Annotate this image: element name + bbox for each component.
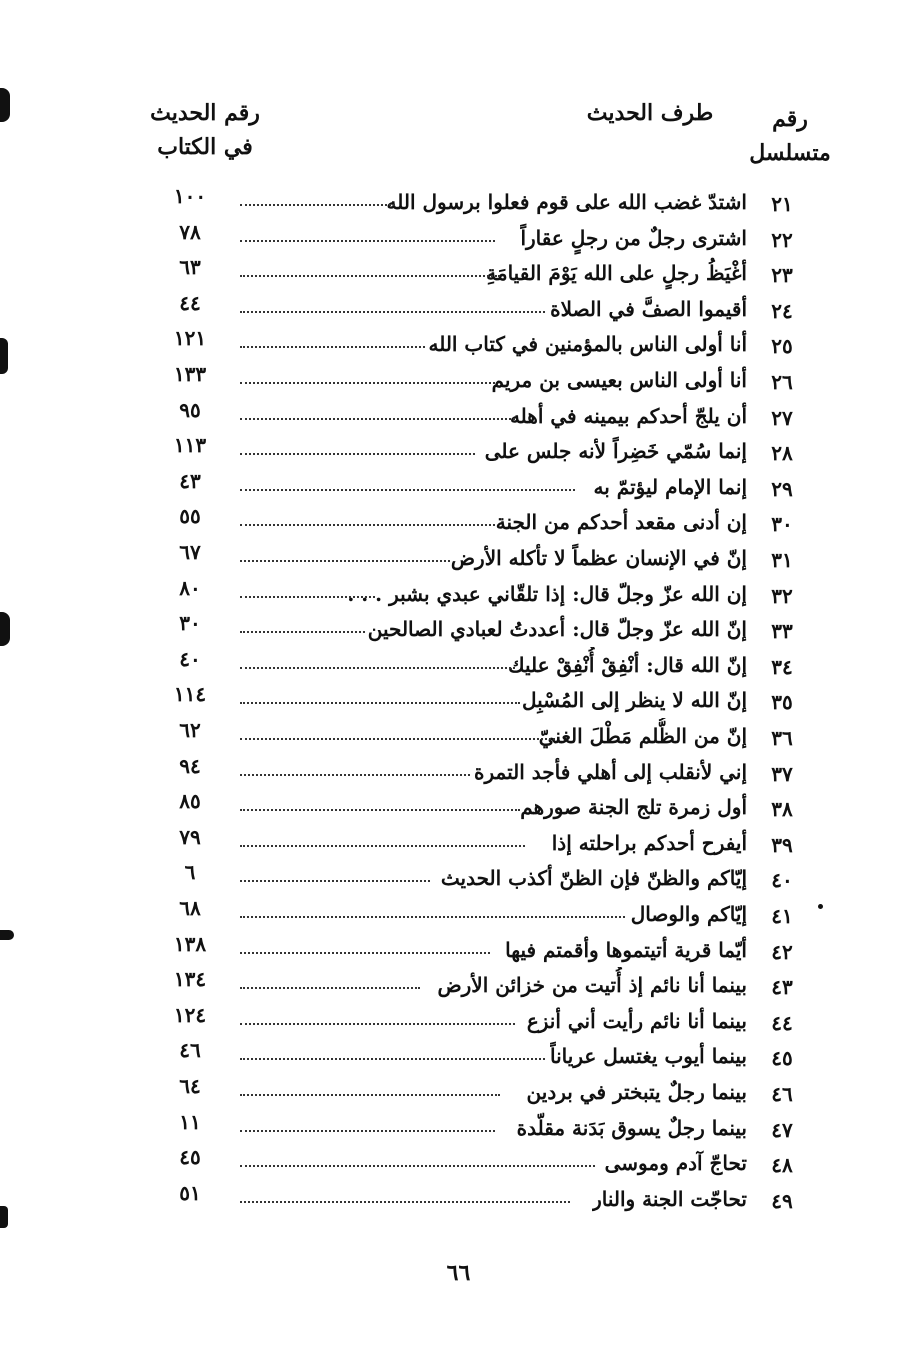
book-hadith-number: ١١٣ [173, 433, 207, 458]
dot-leader [240, 453, 475, 455]
index-row [0, 896, 917, 932]
serial-number: ٢٧ [771, 405, 793, 430]
hadith-start-text: إن الله عزّ وجلّ قال: إذا تلقّاني عبدي بشبر . . . [347, 581, 747, 606]
book-hadith-number: ٨٥ [179, 789, 201, 814]
hadith-start-text: بينما رجلٌ يسوق بَدَنة مقلّدة [516, 1115, 747, 1140]
book-hadith-number: ١٢٤ [173, 1002, 207, 1027]
book-hadith-number: ١٣٤ [173, 967, 207, 992]
dot-leader [240, 560, 450, 562]
serial-number: ٢٥ [771, 334, 793, 359]
hadith-start-text: أول زمرة تلج الجنة صورهم [520, 795, 747, 820]
index-row [0, 860, 917, 896]
book-hadith-number: ٧٨ [179, 219, 201, 244]
book-hadith-number: ١٣٣ [173, 362, 207, 386]
dot-leader [240, 916, 625, 918]
serial-number: ٢٢ [771, 227, 793, 252]
dot-leader [240, 524, 495, 526]
serial-number: ٣٧ [771, 761, 793, 786]
dot-leader [240, 596, 375, 598]
index-row [0, 362, 917, 398]
serial-number: ٣٢ [771, 583, 793, 608]
book-hadith-number: ٦٣ [179, 255, 201, 280]
book-hadith-number: ٦ [184, 860, 196, 885]
hadith-start-text: إنّ الله لا ينظر إلى المُسْبِل [521, 688, 747, 713]
dot-leader [240, 738, 555, 740]
scan-mark [0, 338, 8, 374]
book-hadith-number: ٦٢ [179, 718, 201, 742]
hadith-start-text: إنما الإمام ليؤتمّ به [593, 474, 747, 499]
page-number: ٦٦ [446, 1260, 471, 1286]
serial-number: ٣٤ [771, 654, 793, 679]
hadith-start-text: اشتدّ غضب الله على قوم فعلوا برسول الله [386, 190, 747, 214]
hadith-start-text: تحاجّت الجنة والنار [592, 1186, 747, 1211]
index-row [0, 469, 917, 505]
index-row [0, 754, 917, 790]
dot-leader [240, 809, 520, 811]
hadith-start-text: أن يلجّ أحدكم بيمينه في أهله [509, 403, 747, 428]
dot-leader [240, 1130, 495, 1132]
dot-leader [240, 1201, 570, 1203]
book-header-line-1: رقم الحديث [150, 100, 260, 126]
hadith-start-text: إيّاكم والوصال [630, 902, 747, 926]
index-row [0, 932, 917, 968]
serial-number: ٤٥ [771, 1046, 793, 1071]
index-row [0, 789, 917, 825]
dot-leader [240, 418, 515, 420]
serial-number: ٤٦ [771, 1082, 793, 1106]
serial-number: ٢٩ [771, 476, 793, 501]
index-row [0, 1003, 917, 1039]
hadith-start-text: إني لأنقلب إلى أهلي فأجد التمرة [474, 759, 747, 784]
dot-leader [240, 489, 575, 491]
serial-number: ٤٣ [771, 975, 793, 1000]
scan-mark [0, 1206, 8, 1228]
serial-number: ٤٧ [771, 1117, 793, 1142]
serial-header-line-2: متسلسل [749, 140, 831, 166]
index-row [0, 255, 917, 291]
index-row [0, 1110, 917, 1146]
book-hadith-number: ١١ [179, 1109, 201, 1134]
serial-number: ٣٨ [771, 797, 793, 822]
dot-leader [240, 1165, 595, 1167]
index-row [0, 433, 917, 469]
hadith-start-text: إنّ الله قال: أنْفِقْ أُنْفِقْ عليك [508, 652, 747, 677]
dot-leader [240, 667, 515, 669]
book-hadith-number: ٤٣ [179, 468, 201, 493]
book-number-header [130, 96, 280, 164]
index-row [0, 1074, 917, 1110]
book-hadith-number: ٨٠ [179, 575, 201, 600]
scan-mark [0, 930, 14, 940]
serial-number: ٣١ [771, 548, 793, 572]
serial-number: ٤٢ [771, 939, 793, 964]
dot-leader [240, 382, 495, 384]
index-row [0, 326, 917, 362]
hadith-start-text: أقيموا الصفَّ في الصلاة [550, 296, 747, 321]
dot-leader [240, 275, 500, 277]
scan-mark [818, 904, 823, 909]
index-row [0, 1181, 917, 1217]
hadith-start-text: اشترى رجلٌ من رجلٍ عقاراً [520, 225, 747, 250]
serial-number: ٣٣ [771, 619, 793, 644]
book-hadith-number: ٧٩ [179, 824, 201, 849]
scan-mark [0, 612, 10, 646]
index-row [0, 220, 917, 256]
book-hadith-number: ٤٤ [179, 290, 201, 315]
serial-number: ٤٩ [771, 1188, 793, 1213]
hadith-start-text: أغْيَظُ رجلٍ على الله يَوْمَ القيامَةِ [486, 261, 747, 286]
index-row [0, 611, 917, 647]
scan-mark [0, 88, 10, 122]
dot-leader [240, 311, 545, 313]
dot-leader [240, 204, 395, 206]
book-hadith-number: ٦٨ [179, 896, 201, 920]
hadith-start-text: تحاجّ آدم وموسى [604, 1151, 747, 1176]
serial-number: ٤٨ [771, 1153, 793, 1178]
index-row [0, 967, 917, 1003]
serial-number: ٢٨ [771, 441, 793, 466]
dot-leader [240, 702, 520, 704]
serial-number: ٣٩ [771, 832, 793, 857]
hadith-start-text: إنّ الله عزّ وجلّ قال: أعددتُ لعبادي الصالحين [367, 617, 747, 642]
hadith-start-text: إنّ في الإنسان عظماً لا تأكله الأرض [450, 546, 747, 570]
dot-leader [240, 952, 490, 954]
dot-leader [240, 1094, 500, 1096]
dot-leader [240, 346, 425, 348]
serial-number: ٣٠ [771, 512, 793, 537]
serial-number: ٤٠ [771, 868, 793, 893]
hadith-start-text: أنا أولى الناس بعيسى بن مريم [491, 368, 747, 392]
book-hadith-number: ٥١ [179, 1180, 201, 1205]
hadith-start-text: أيفرح أحدكم براحلته إذا [551, 830, 747, 855]
index-row [0, 184, 917, 220]
serial-header-line-1: رقم [772, 106, 808, 132]
hadith-start-text: أيّما قرية أتيتموها وأقمتم فيها [505, 937, 747, 962]
book-hadith-number: ٤٠ [179, 646, 201, 671]
index-row [0, 540, 917, 576]
index-row [0, 1038, 917, 1074]
serial-number: ٤٤ [771, 1010, 793, 1035]
book-hadith-number: ٤٦ [179, 1038, 201, 1063]
book-hadith-number: ٤٥ [179, 1145, 201, 1170]
hadith-start-text: إنّ من الظُّلم مَطْلَ الغنيّ [538, 724, 747, 748]
index-row [0, 825, 917, 861]
hadith-start-text: إنما سُمّي خَضِراً لأنه جلس على [484, 439, 747, 464]
serial-number: ٢٣ [771, 263, 793, 288]
index-row [0, 291, 917, 327]
hadith-start-text: بينما رجلٌ يتبختر في بردين [526, 1080, 747, 1104]
book-hadith-number: ١٠٠ [173, 184, 207, 208]
hadith-start-text: بينما أنا نائم رأيت أني أنزع [526, 1008, 747, 1033]
hadith-start-text: إيّاكم والظنّ فإن الظنّ أكذب الحديث [440, 866, 747, 891]
hadith-start-text: بينما أنا نائم إذ أُتيت من خزائن الأرض [437, 973, 747, 998]
hadith-start-header: طرف الحديث [586, 100, 714, 126]
serial-number: ٢٤ [771, 298, 793, 323]
book-header-line-2: في الكتاب [157, 134, 253, 160]
dot-leader [240, 845, 525, 847]
index-row [0, 504, 917, 540]
index-row [0, 398, 917, 434]
serial-number: ٣٦ [771, 726, 793, 750]
dot-leader [240, 631, 365, 633]
dot-leader [240, 1023, 515, 1025]
serial-number: ٤١ [771, 904, 793, 928]
hadith-start-text: أنا أولى الناس بالمؤمنين في كتاب الله [428, 332, 747, 357]
book-hadith-number: ٩٤ [179, 753, 201, 778]
serial-number: ٣٥ [771, 690, 793, 715]
book-hadith-number: ٦٤ [179, 1074, 201, 1098]
dot-leader [240, 1058, 545, 1060]
dot-leader [240, 987, 420, 989]
book-hadith-number: ١٢١ [173, 326, 207, 351]
hadith-start-text: إن أدنى مقعد أحدكم من الجنة [495, 510, 747, 535]
index-row [0, 576, 917, 612]
serial-number: ٢١ [771, 192, 793, 216]
index-row [0, 682, 917, 718]
dot-leader [240, 774, 470, 776]
book-hadith-number: ٥٥ [179, 504, 201, 529]
book-hadith-number: ١٣٨ [173, 931, 207, 956]
hadith-start-text: بينما أيوب يغتسل عرياناً [550, 1044, 747, 1069]
book-hadith-number: ٦٧ [179, 540, 201, 564]
book-hadith-number: ١١٤ [173, 682, 207, 707]
index-row [0, 718, 917, 754]
serial-number: ٢٦ [771, 370, 793, 394]
dot-leader [240, 880, 430, 882]
book-hadith-number: ٩٥ [179, 397, 201, 422]
dot-leader [240, 240, 495, 242]
index-row [0, 647, 917, 683]
book-hadith-number: ٣٠ [179, 611, 201, 636]
index-row [0, 1145, 917, 1181]
